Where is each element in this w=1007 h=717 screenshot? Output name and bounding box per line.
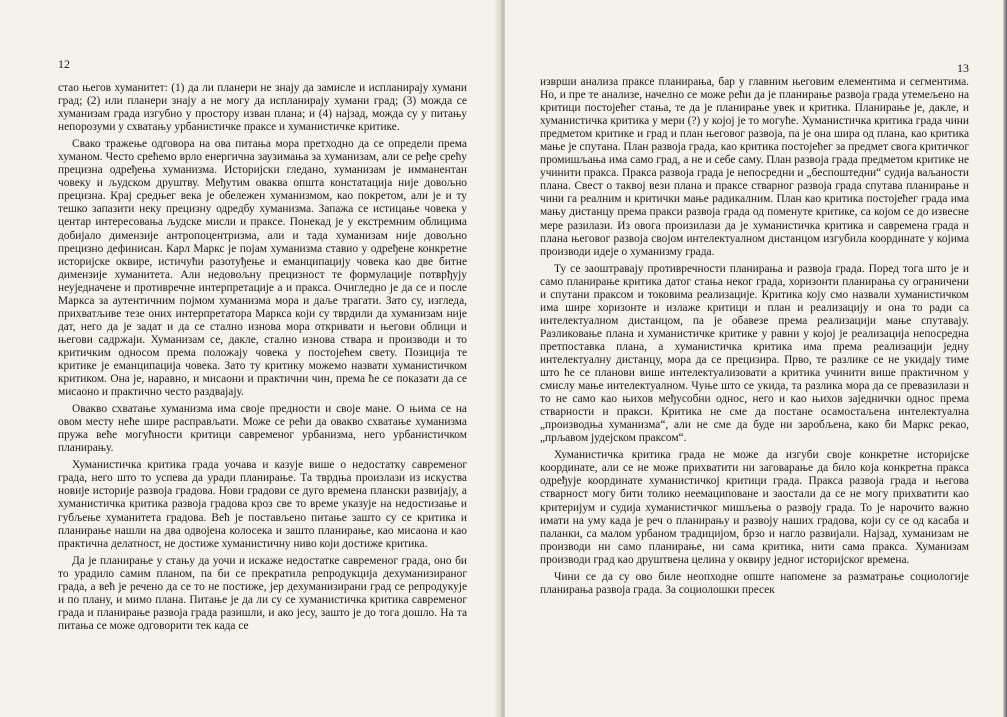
paragraph: Хуманистичка критика града не може да изгуби своје конкретне историјске координате, али се не може прихватити ни заговарање да било која конкретна пракса одређује координате хуманистичкој критици града. Пракса развоја града и његова стварност могу бити толико неемациповане и заостали да се не могу прихватити као критеријум и судија хуманистичког мишљења о развоју града. То је нарочито важно имати на уму када је реч о планирању и развоју наших градова, који су се од касаба и паланки, са малом урбаном традицијом, брзо и нагло развијали. Најзад, хуманизам не производи ни само планирање, ни сама критика, нити сама пракса. Хуманизам производи град као друштвена целина у оквиру једног историјског времена. (540, 449, 969, 566)
paragraph: Хуманистичка критика града уочава и казује више о недостатку савременог града, него што то успева да уради планирање. Та тврдња произлази из искуства новије историје развоја градова. Нови градови се дуго времена плански развијају, а хуманистичка критика развоја градова кроз све то време указује на недостизање и губљење хуманитета градова. Већ је постављено питање зашто су се критика и планирање нашли на два одвојена колосека и зашто планирање, као мисаона и као практична делатност, не достиже хуманистичну ниво који достиже критика. (58, 459, 467, 550)
page-number-left: 12 (58, 57, 70, 71)
left-page-body (58, 82, 467, 633)
page-number-right: 13 (957, 61, 969, 75)
paragraph: стао његов хуманитет: (1) да ли планери не знају да замисле и испланирају хумани град; (2) или планери знају а не могу да испланирају хумани град; (3) можда се хуманизам града изгубио у простору изван плана; и (4) најзад, можда су у питању непорозуми у схватању урбанистичке праксе и хуманистичке критике. (58, 82, 467, 134)
paragraph: Чини се да су ово биле неопходне опште напомене за разматрање социологије планирања развоја града. За социолошки пресек (540, 570, 969, 596)
paragraph: изврши анализа праксе планирања, бар у главним његовим елементима и сегментима. Но, и пре те анализе, начелно се може рећи да је планирање развоја града утемељено на критици постојећег стања, те да је планирање увек и критика. Планирање је, дакле, и хуманистичка критика у мери (?) у којој је то могуће. Хуманистичка критика града чини предметом критике и град и план његовог развоја, па је она шира од плана, као критика мање је спутана. План развоја града, као критика постојећег за предмет свога критичког промишљања има само град, а не и себе саму. План развоја града предметом критике не учинити пракса. Пракса развоја града је непосредни и „беспоштедни“ судија ваљаности плана. Свест о таквој вези плана и праксе стварног развоја града спутава планирање и чини га реалним и критички мање радикалним. План као критика постојећег града има мању дистанцу према пракси развоја града од поменуте критике, са којом се до извесне мере разилази. Из овога произилази да је хуманистичка критика и савремена града и плана његовог развоја својом интелектуалном дистанцом изгубила координате у којима производи идеје о хуманизму града. (540, 76, 969, 258)
right-page (505, 0, 1007, 717)
book-edge-right (1003, 0, 1007, 717)
paragraph: Да је планирање у стању да уочи и искаже недостатке савременог града, оно би то урадило самим планом, па би се прекратила репродукција дехуманизираног града, а већ је речено да се то не постиже, јер дехуманизирани град се репродукује и по плану, и мимо плана. Питање је да ли су се хуманистичка критика савременог града и планирање развоја града разишли, и ако јесу, зашто је до тога дошло. На та питања се може одговорити тек када се (58, 554, 467, 632)
right-page-body (540, 76, 969, 597)
left-page (0, 0, 501, 717)
paragraph: Ту се заоштравају противречности планирања и развоја града. Поред тога што је и само планирање критика датог стања неког града, хоризонти планирања су ограничени и спутани праксом и токовима реализације. Критика коју смо назвали хуманистичком има шире хоризонте и излаже критици и план и реализацију и она то ради са интелектуалном дистанцом, па је обавезе према реализацији мање спутавају. Разликовање плана и хуманистичке критике у равни у којој је реализација непосредна претпоставка плана, а хуманистичка критика има према реализацији једну интелектуалну дистанцу, мора да се прецизира. Прво, те разлике се не укидају тиме што ће се планови више интелектуализовати а критика учинити више практичном у смислу мање интелектуалном. Чуње што се укида, та разлика мора да се превазилази и то не само као њихов међусобни однос, него и као њихов заједнички однос према стварности и пракси. Критика не сме да постане осамостаљена интелектуална „производња хуманизма“, али не сме да буде ни заробљена, како би Маркс рекао, „прљавом јудејском праксом“. (540, 262, 969, 445)
paragraph: Свако тражење одговора на ова питања мора претходно да се определи према хуманом. Често срећемо врло енергична заузимања за хуманизам, али се ређе срећу прецизна одређења хуманизма. Историјски гледано, хуманизам је имманентан човеку и људском друштву. Међутим оваква општа констатација није довољно прецизна. Крај средњег века је обележен хуманизмом, као покретом, али је и ту тешко запазити неку прецизну одредбу хуманизма. Запажа се истицање човека у центар интересовања људске мисли и праксе. Понекад је у екстремним облицима добијало димензије антропоцентризма, али и тада хуманизам није довољно прецизно дефинисан. Карл Маркс је појам хуманизма ставио у одређене конкретне историјске оквире, истичући разотуђење и еманципацију човека као две битне димензије хуманитета. Али недовољну прецизност те формулације потврђују неуједначене и противречне интерпретације а и пракса. Очигледно је да се и после Маркса за аутентичним појмом хуманизма мора и даље трагати. Зато су, изгледа, прихватљиве тезе оних интерпретатора Маркса који су тврдили да хуманизам није дат, него да је задат и да се стално изнова мора откривати и његови облици и његови садржаји. Хуманизам се, дакле, стално изнова ствара и производи и то критичким односом према положају човека у постојећем свету. Позиција те критике је еманципација човека. Зато ту критику можемо назвати хуманистичком критиком. Она је, наравно, и мисаони и практични чин, према ће се показати да се мисаоно и практично често раздвајају. (58, 138, 467, 399)
paragraph: Овакво схватање хуманизма има своје предности и своје мане. О њима се на овом месту неће шире расправљати. Може се рећи да овакво схватање хуманизма пружа веће могућности критици савременог урбанизма, него урбанистичком планирању. (58, 403, 467, 455)
